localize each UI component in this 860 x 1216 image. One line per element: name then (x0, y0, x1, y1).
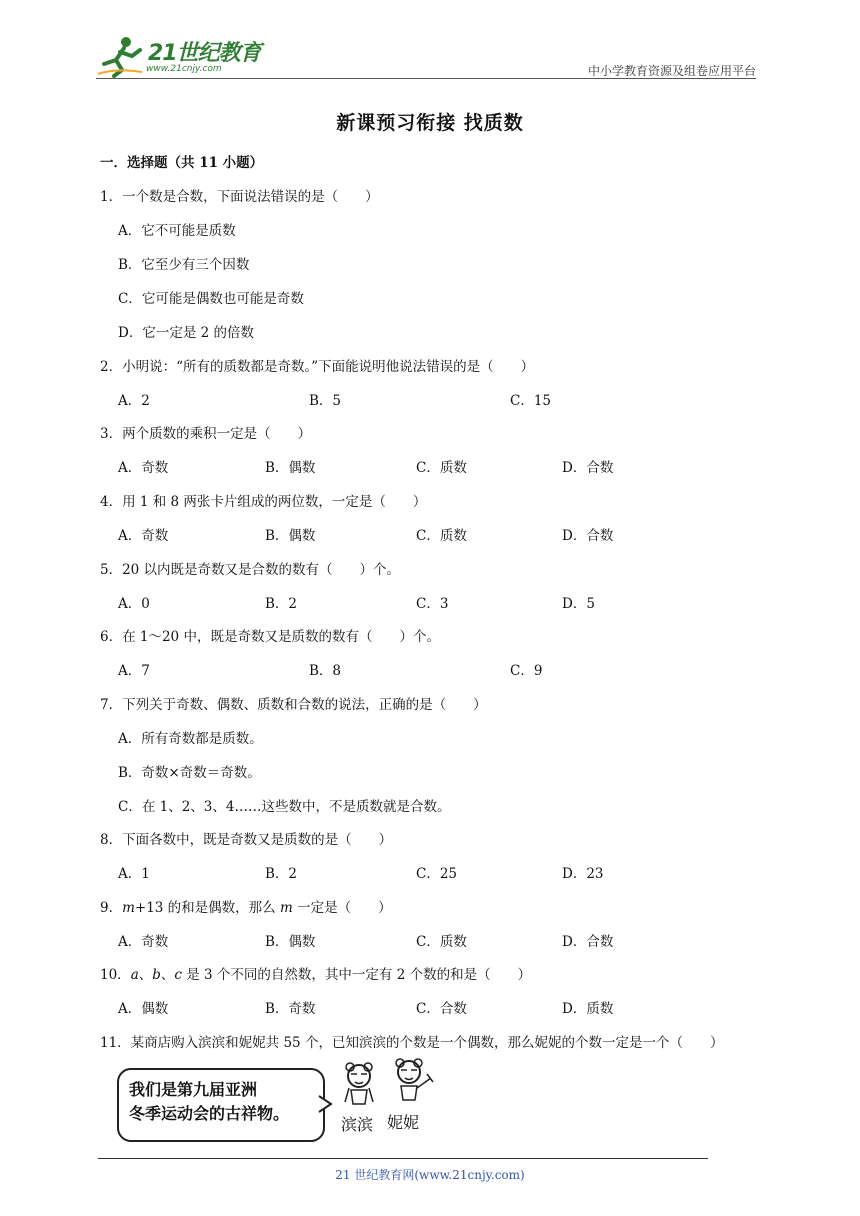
question-1: 1．一个数是合数，下面说法错误的是（ ） (100, 189, 379, 205)
question-9-option-b: B．偶数 (265, 934, 316, 950)
question-7-option-b: B．奇数×奇数＝奇数。 (118, 765, 261, 781)
variable-a: a (130, 967, 139, 983)
bubble-tail-icon (317, 1094, 333, 1114)
separator: 、 (138, 967, 153, 983)
logo (96, 34, 266, 78)
question-5-option-d: D．5 (562, 596, 595, 612)
mascot-name-nini: 妮妮 (387, 1113, 420, 1132)
question-3-option-a: A．奇数 (118, 460, 169, 476)
question-6-option-c: C．9 (510, 663, 543, 679)
question-10-option-c: C．合数 (416, 1001, 467, 1017)
question-9 (100, 896, 392, 916)
question-3: 3．两个质数的乘积一定是（ ） (100, 426, 312, 442)
question-9-number: 9． (100, 900, 123, 916)
question-9-option-d: D．合数 (562, 934, 614, 950)
question-8-option-c: C．25 (416, 866, 458, 882)
question-2-option-c: C．15 (510, 393, 552, 409)
page-footer: 21 世纪教育网(www.21cnjy.com) (335, 1168, 525, 1182)
speech-bubble (117, 1068, 325, 1142)
question-2-option-a: A．2 (118, 393, 150, 409)
bubble-line-2: 冬季运动会的古祥物。 (129, 1104, 290, 1123)
question-6: 6．在 1～20 中，既是奇数又是质数的数有（ ）个。 (100, 629, 440, 645)
question-10-number: 10． (100, 967, 131, 983)
question-3-option-d: D．合数 (562, 460, 614, 476)
question-5-option-c: C．3 (416, 596, 449, 612)
tiger-mascot-icon (387, 1056, 437, 1104)
bubble-line-1: 我们是第九届亚洲 (129, 1080, 258, 1099)
question-10 (100, 963, 531, 983)
question-7-option-c: C．在 1、2、3、4……这些数中，不是质数就是合数。 (118, 799, 451, 815)
section-heading: 一．选择题（共 11 小题） (100, 155, 264, 171)
runner-logo-icon (96, 34, 146, 78)
page-header (96, 30, 756, 80)
mascot-illustration (117, 1064, 437, 1144)
logo-text: 21世纪教育 (148, 41, 261, 66)
question-7-option-a: A．所有奇数都是质数。 (118, 731, 263, 747)
question-9-stem-end: 一定是（ ） (292, 900, 392, 916)
question-9-option-a: A．奇数 (118, 934, 169, 950)
question-3-option-c: C．质数 (416, 460, 467, 476)
question-2-option-b: B．5 (309, 393, 342, 409)
question-9-option-c: C．质数 (416, 934, 467, 950)
header-platform-text: 中小学教育资源及组卷应用平台 (587, 64, 756, 78)
question-4-option-d: D．合数 (562, 528, 614, 544)
tiger-mascot-icon (335, 1060, 383, 1108)
variable-c: c (174, 967, 182, 983)
question-6-option-b: B．8 (309, 663, 342, 679)
question-5-option-a: A．0 (118, 596, 150, 612)
question-1-option-a: A．它不可能是质数 (118, 223, 236, 239)
question-1-option-b: B．它至少有三个因数 (118, 257, 250, 273)
mascot-name-binbin: 滨滨 (341, 1115, 374, 1134)
question-3-option-b: B．偶数 (265, 460, 316, 476)
footer-divider (98, 1158, 708, 1159)
question-10-option-d: D．质数 (562, 1001, 614, 1017)
question-5: 5．20 以内既是奇数又是合数的数有（ ）个。 (100, 562, 401, 578)
question-5-option-b: B．2 (265, 596, 298, 612)
question-4-option-c: C．质数 (416, 528, 467, 544)
question-2: 2．小明说：“所有的质数都是奇数。”下面能说明他说法错误的是（ ） (100, 359, 535, 375)
question-8-option-b: B．2 (265, 866, 298, 882)
question-4: 4．用 1 和 8 两张卡片组成的两位数，一定是（ ） (100, 494, 427, 510)
variable-b: b (152, 967, 161, 983)
question-10-stem-end: 是 3 个不同的自然数，其中一定有 2 个数的和是（ ） (181, 967, 532, 983)
question-8-option-a: A．1 (118, 866, 150, 882)
header-divider (96, 78, 756, 79)
separator: 、 (160, 967, 175, 983)
question-8-option-d: D．23 (562, 866, 604, 882)
logo-url: www.21cnjy.com (146, 64, 222, 74)
page-title: 新课预习衔接 找质数 (336, 112, 524, 134)
question-1-option-c: C．它可能是偶数也可能是奇数 (118, 291, 304, 307)
question-4-option-b: B．偶数 (265, 528, 316, 544)
speech-bubble-text (129, 1078, 289, 1126)
question-1-option-d: D．它一定是 2 的倍数 (118, 325, 254, 341)
variable-m: m (279, 900, 293, 916)
variable-m: m (122, 900, 135, 916)
question-11: 11．某商店购入滨滨和妮妮共 55 个，已知滨滨的个数是一个偶数，那么妮妮的个数一定是一个（ ） (100, 1035, 724, 1051)
question-4-option-a: A．奇数 (118, 528, 169, 544)
question-9-stem-mid: +13 的和是偶数，那么 (134, 900, 280, 916)
question-6-option-a: A．7 (118, 663, 150, 679)
question-10-option-b: B．奇数 (265, 1001, 316, 1017)
question-7: 7．下列关于奇数、偶数、质数和合数的说法，正确的是（ ） (100, 697, 487, 713)
question-10-option-a: A．偶数 (118, 1001, 169, 1017)
question-8: 8．下面各数中，既是奇数又是质数的是（ ） (100, 832, 393, 848)
